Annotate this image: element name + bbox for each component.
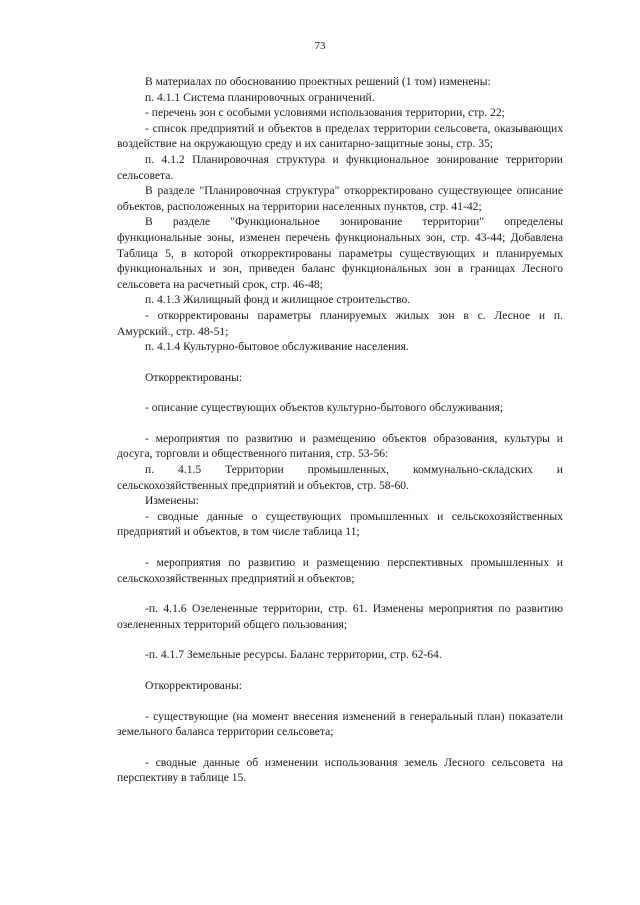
section-heading-4-1-2: п. 4.1.2 Планировочная структура и функциональное зонирование территории сельсовета. — [117, 152, 563, 182]
list-item: - список предприятий и объектов в пределах территории сельсовета, оказывающих воздействие на окружающую среду и их санитарно-защитные зоны, стр. 35; — [117, 121, 563, 151]
list-item: - откорректированы параметры планируемых жилых зон в с. Лесное и п. Амурский., стр. 48-51; — [117, 308, 563, 338]
section-heading-4-1-4: п. 4.1.4 Культурно-бытовое обслуживание населения. — [145, 340, 409, 354]
paragraph-label: Изменены: — [145, 494, 199, 508]
section-heading-4-1-7: -п. 4.1.7 Земельные ресурсы. Баланс территории, стр. 62-64. — [145, 648, 442, 662]
page-number: 73 — [314, 40, 326, 52]
list-item: - мероприятия по развитию и размещению объектов образования, культуры и досуга, торговли и общественного питания, стр. 53-56: — [117, 431, 563, 461]
list-item: - сводные данные об изменении использования земель Лесного сельсовета на перспективу в таблице 15. — [117, 755, 563, 785]
section-heading-4-1-1: п. 4.1.1 Система планировочных ограничений. — [145, 90, 375, 104]
section-heading-4-1-3: п. 4.1.3 Жилищный фонд и жилищное строительство. — [145, 293, 411, 307]
list-item: - перечень зон с особыми условиями использования территории, стр. 22; — [145, 106, 505, 120]
list-item: - существующие (на момент внесения изменений в генеральный план) показатели земельного баланса территории сельсовета; — [117, 709, 563, 739]
list-item: - мероприятия по развитию и размещению перспективных промышленных и сельскохозяйственных предприятий и объектов; — [117, 556, 563, 585]
document-body — [117, 74, 563, 786]
list-item: - сводные данные о существующих промышленных и сельскохозяйственных предприятий и объектов, в том числе таблица 11; — [117, 509, 563, 539]
paragraph-label: Откорректированы: — [145, 679, 243, 692]
paragraph: В разделе "Планировочная структура" откорректировано существующее описание объектов, расположенных на территории населенных пунктов, стр. 41-42; — [117, 184, 563, 213]
paragraph-label: Откорректированы: — [145, 370, 243, 384]
paragraph-intro: В материалах по обоснованию проектных решений (1 том) изменены: — [145, 75, 491, 88]
section-heading-4-1-5: п. 4.1.5 Территории промышленных, коммунально-складских и сельскохозяйственных предприятий и объектов, стр. 58-60. — [117, 463, 563, 492]
paragraph: В разделе "Функциональное зонирование территории" определены функциональные зоны, изменен перечень функциональных зон, стр. 43-44; Добавлена Таблица 5, в которой откорректированы параметры существующих и планируемых функциональных и зон, приведен баланс функциональных зон в границах Лесного сельсовета на расчетный срок, стр. 46-48; — [117, 215, 563, 291]
section-heading-4-1-6: -п. 4.1.6 Озелененные территории, стр. 61. Изменены мероприятия по развитию озелененных территорий общего пользования; — [117, 602, 563, 631]
list-item: - описание существующих объектов культурно-бытового обслуживания; — [145, 401, 504, 415]
